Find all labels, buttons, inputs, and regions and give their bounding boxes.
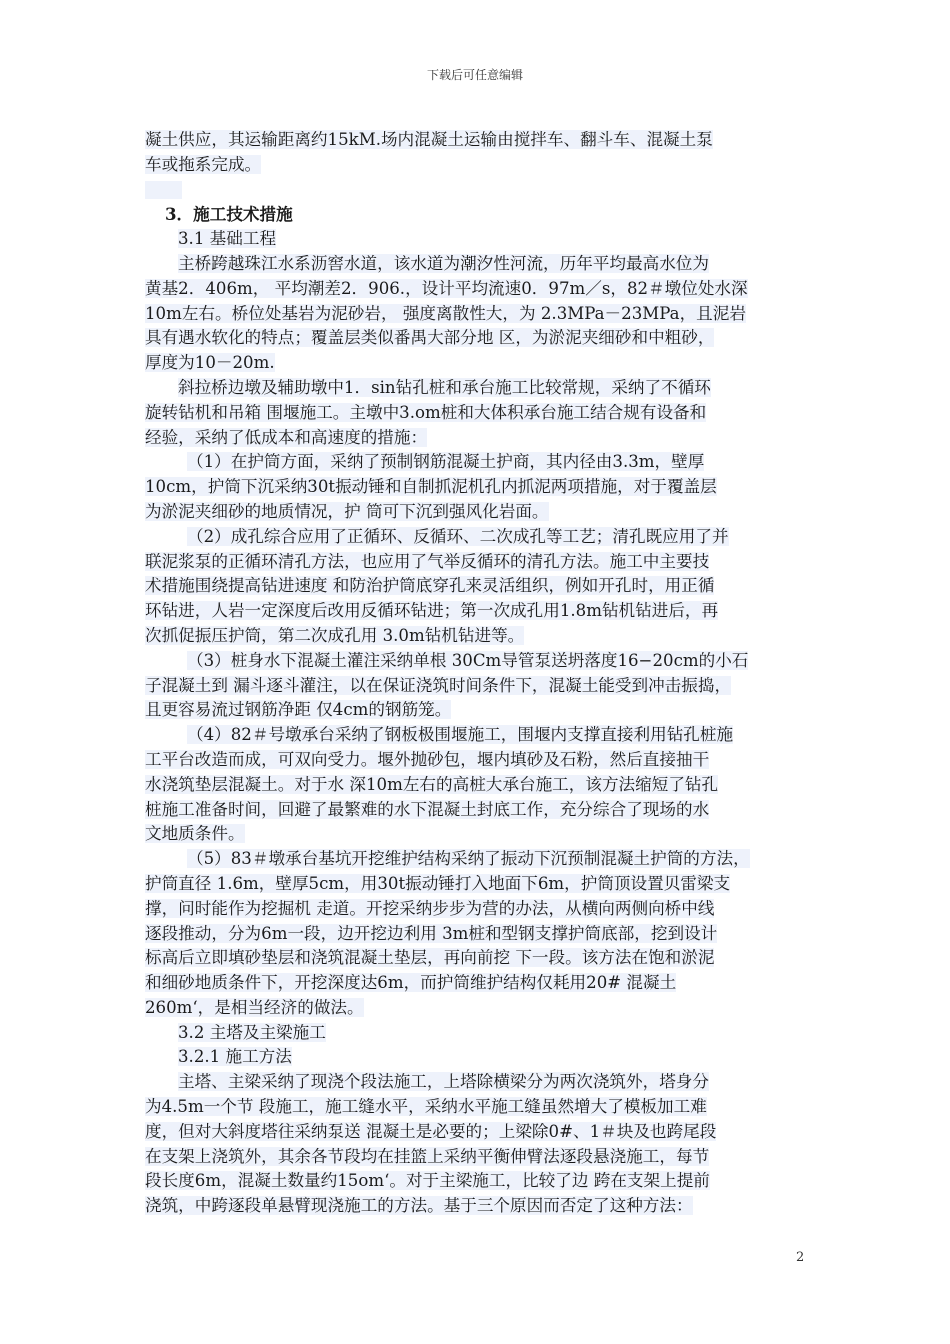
text-line bbox=[145, 178, 825, 203]
line-text: 浇筑，中跨逐段单悬臂现浇施工的方法。基于三个原因而否定了这种方法： bbox=[145, 1196, 693, 1216]
text-line bbox=[145, 1194, 825, 1219]
line-text: 主塔、主梁采纳了现浇个段法施工，上塔除横梁分为两次浇筑外，塔身分 bbox=[178, 1072, 709, 1092]
text-line bbox=[145, 326, 825, 351]
text-line bbox=[145, 897, 825, 922]
text-line bbox=[145, 599, 825, 624]
text-line bbox=[145, 674, 825, 699]
text-line bbox=[145, 1021, 825, 1046]
text-line bbox=[145, 1120, 825, 1145]
text-line bbox=[145, 624, 825, 649]
line-text: 且更容易流过钢筋净距 仅4cm的钢筋笼。 bbox=[145, 700, 452, 720]
text-line bbox=[145, 376, 825, 401]
text-line bbox=[145, 500, 825, 525]
text-line bbox=[145, 351, 825, 376]
line-text: 在支架上浇筑外，其余各节段均在挂篮上采纳平衡伸臂法逐段悬浇施工，每节 bbox=[145, 1146, 710, 1166]
text-line bbox=[145, 1145, 825, 1170]
line-text: 为淤泥夹细砂的地质情况，护 筒可下沉到强风化岩面。 bbox=[145, 501, 549, 521]
text-line bbox=[145, 996, 825, 1021]
text-line bbox=[145, 450, 825, 475]
line-text: 主桥跨越珠江水系沥窖水道，该水道为潮汐性河流，历年平均最高水位为 bbox=[178, 253, 709, 273]
text-line bbox=[145, 872, 825, 897]
text-line bbox=[145, 698, 825, 723]
line-text: （3）桩身水下混凝土灌注采纳单根 30Cm导管泵送坍落度16−20cm的小石 bbox=[187, 650, 749, 670]
line-text: 护筒直径 1.6m，壁厚5cm，用30t振动锤打入地面下6m，护筒顶设置贝雷梁支 bbox=[145, 873, 731, 893]
document-body bbox=[145, 128, 825, 1219]
line-text: 文地质条件。 bbox=[145, 824, 245, 844]
line-text: 厚度为10－20m. bbox=[145, 353, 275, 373]
line-text: （2）成孔综合应用了正循环、反循环、二次成孔等工艺；清孔既应用了并 bbox=[187, 526, 729, 546]
line-text: 为4.5m一个节 段施工，施工缝水平，采纳水平施工缝虽然增大了模板加工难 bbox=[145, 1097, 707, 1117]
line-text: 车或拖系完成。 bbox=[145, 154, 262, 174]
text-line bbox=[145, 946, 825, 971]
line-text: 经验，采纳了低成本和高速度的措施： bbox=[145, 427, 428, 447]
line-text: （5）83＃墩承台基坑开挖维护结构采纳了振动下沉预制混凝土护筒的方法， bbox=[187, 849, 750, 869]
text-line bbox=[145, 128, 825, 153]
line-text: 具有遇水软化的特点；覆盖层类似番禺大部分地 区，为淤泥夹细砂和中粗砂， bbox=[145, 328, 715, 348]
line-text: 旋转钻机和吊箱 围堰施工。主墩中3.om桩和大体积承台施工结合规有设备和 bbox=[145, 402, 707, 422]
line-text: 联泥浆泵的正循环清孔方法，也应用了气举反循环的清孔方法。施工中主要技 bbox=[145, 551, 710, 571]
line-text: （4）82＃号墩承台采纳了钢板极围堰施工，围堰内支撑直接利用钻孔桩施 bbox=[187, 725, 734, 745]
page-number: 2 bbox=[796, 1250, 805, 1265]
section-heading bbox=[145, 202, 825, 227]
text-line bbox=[145, 922, 825, 947]
text-line bbox=[145, 773, 825, 798]
line-text: 3.2.1 施工方法 bbox=[178, 1047, 292, 1067]
line-text: 凝土供应，其运输距离约15kM.场内混凝土运输由搅拌车、翻斗车、混凝土泵 bbox=[145, 130, 713, 149]
text-line bbox=[145, 649, 825, 674]
line-text: 次抓促振压护筒，第二次成孔用 3.0m钻机钻进等。 bbox=[145, 625, 525, 645]
text-line bbox=[145, 971, 825, 996]
text-line bbox=[145, 302, 825, 327]
text-line bbox=[145, 1070, 825, 1095]
text-line bbox=[145, 227, 825, 252]
text-line bbox=[145, 847, 825, 872]
line-text: 10m左右。桥位处基岩为泥砂岩， 强度离散性大，为 2.3MPa－23MPa，且泥岩 bbox=[145, 303, 746, 323]
text-line bbox=[145, 252, 825, 277]
text-line bbox=[145, 525, 825, 550]
text-line bbox=[145, 1169, 825, 1194]
text-line bbox=[145, 1045, 825, 1070]
text-line bbox=[145, 153, 825, 178]
text-line bbox=[145, 277, 825, 302]
page-header: 下载后可任意编辑 bbox=[426, 68, 523, 82]
line-text: 工平台改造而成，可双向受力。堰外抛砂包，堰内填砂及石粉，然后直接抽干 bbox=[145, 749, 710, 769]
line-text: 260m‘，是相当经济的做法。 bbox=[145, 997, 364, 1017]
blank-highlight bbox=[145, 181, 182, 199]
line-text: 桩施工准备时间，回避了最繁难的水下混凝土封底工作，充分综合了现场的水 bbox=[145, 799, 710, 819]
text-line bbox=[145, 723, 825, 748]
line-text: 3．施工技术措施 bbox=[165, 204, 293, 225]
line-text: 标高后立即填砂垫层和浇筑混凝土垫层，再向前挖 下一段。该方法在饱和淤泥 bbox=[145, 948, 715, 968]
text-line bbox=[145, 798, 825, 823]
line-text: 黄基2．406m， 平均潮差2．906.，设计平均流速0．97m／s，82＃墩位处水深 bbox=[145, 278, 748, 298]
line-text: 术措施围绕提高钻进速度 和防治护筒底穿孔来灵活组织，例如开孔时，用正循 bbox=[145, 576, 715, 596]
text-line bbox=[145, 822, 825, 847]
line-text: 水浇筑垫层混凝土。对于水 深10m左右的高桩大承台施工，该方法缩短了钻孔 bbox=[145, 774, 719, 794]
text-line bbox=[145, 574, 825, 599]
line-text: 度，但对大斜度塔往采纳泵送 混凝土是必要的；上梁除0#、1＃块及也跨尾段 bbox=[145, 1121, 717, 1141]
line-text: 环钻进，人岩一定深度后改用反循环钻进；第一次成孔用1.8m钻机钻进后，再 bbox=[145, 601, 719, 621]
text-line bbox=[145, 550, 825, 575]
text-line bbox=[145, 475, 825, 500]
line-text: 10cm，护筒下沉采纳30t振动锤和自制抓泥机孔内抓泥两项措施，对于覆盖层 bbox=[145, 477, 717, 497]
text-line bbox=[145, 1095, 825, 1120]
line-text: 斜拉桥边墩及辅助墩中1．sin钻孔桩和承台施工比较常规，采纳了不循环 bbox=[178, 377, 711, 397]
text-line bbox=[145, 401, 825, 426]
line-text: 3.2 主塔及主梁施工 bbox=[178, 1022, 326, 1042]
line-text: 段长度6m，混凝土数量约15om‘。对于主梁施工，比较了边 跨在支架上提前 bbox=[145, 1171, 710, 1191]
line-text: 逐段推动，分为6m一段，边开挖边利用 3m桩和型钢支撑护筒底部，挖到设计 bbox=[145, 923, 718, 943]
line-text: 3.1 基础工程 bbox=[178, 229, 277, 249]
line-text: 子混凝土到 漏斗逐斗灌注，以在保证浇筑时间条件下，混凝土能受到冲击振捣， bbox=[145, 675, 732, 695]
text-line bbox=[145, 748, 825, 773]
line-text: （1）在护筒方面，采纳了预制钢筋混凝土护商，其内径由3.3m，壁厚 bbox=[187, 452, 705, 472]
text-line bbox=[145, 426, 825, 451]
line-text: 和细砂地质条件下，开挖深度达6m，而护筒维护结构仅耗用20# 混凝土 bbox=[145, 973, 677, 993]
line-text: 撑，问时能作为挖掘机 走道。开挖采纳步步为营的办法，从横向两侧向桥中线 bbox=[145, 898, 715, 918]
